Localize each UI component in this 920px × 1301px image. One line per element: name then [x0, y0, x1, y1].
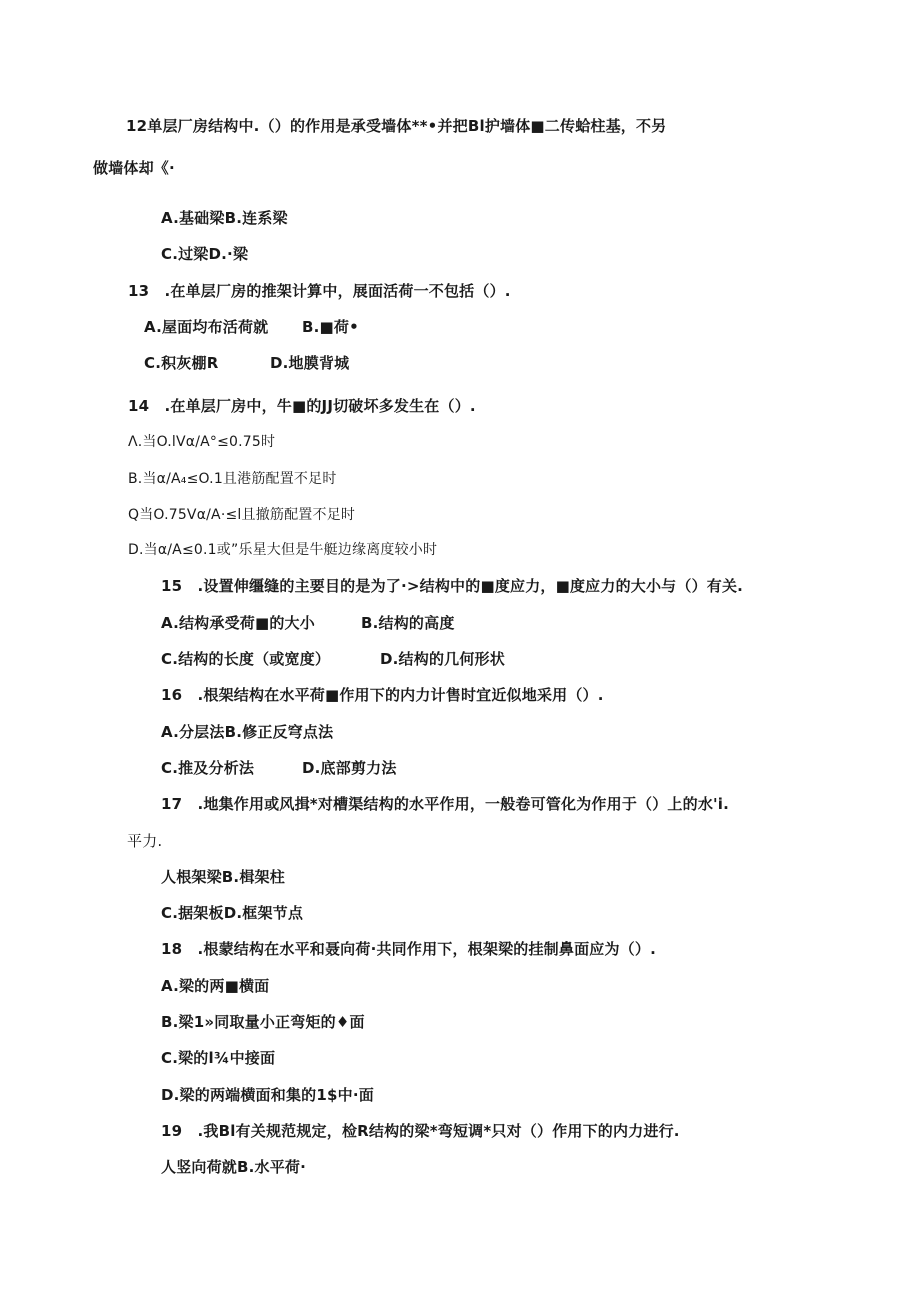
question-14-option-c: Q当O.75Vα/A·≤l且撤筋配置不足时	[128, 507, 356, 523]
question-15-stem: 15 .设置伸缰缝的主要目的是为了·>结构中的■度应力，■度应力的大小与（）有关.	[161, 577, 744, 595]
question-16-stem: 16 .根架结构在水平荷■作用下的内力计售时宜近似地采用（）.	[161, 686, 604, 704]
question-18-option-b: B.梁1»同取量小正弯矩的♦面	[161, 1013, 365, 1031]
question-13-option-b: B.■荷•	[302, 318, 359, 336]
question-18-option-c: C.梁的l¾中接面	[161, 1049, 276, 1067]
question-12-options-cd: C.过梁D.·梁	[161, 245, 249, 263]
question-14-option-a: Λ.当O.lVα/A°≤0.75时	[128, 434, 276, 450]
question-18-option-d: D.梁的两端横面和集的1$中·面	[161, 1086, 374, 1104]
question-14-stem: 14 .在单层厂房中，牛■的JJ切破坏多发生在（）.	[128, 397, 476, 415]
question-16-option-c: C.推及分析法	[161, 759, 255, 777]
question-13-option-a: A.屋面均布活荷就	[144, 318, 269, 336]
question-17-options-cd: C.据架板D.框架节点	[161, 904, 304, 922]
question-12-stem-line1: 12单层厂房结构中.（）的作用是承受墙体**•并把Bl护墙体■二传蛤柱基，不另	[126, 117, 667, 135]
question-14-option-b: B.当α/A₄≤O.1且港筋配置不足时	[128, 471, 337, 487]
question-15-option-b: B.结构的高度	[361, 614, 455, 632]
question-19-options-ab: 人竖向荷就B.水平荷·	[161, 1158, 307, 1176]
question-15-option-d: D.结构的几何形状	[380, 650, 505, 668]
question-14-option-d: D.当α/A≤0.1或”乐星大但是牛艇边缘离度较小时	[128, 542, 438, 558]
question-18-stem: 18 .根蒙结构在水平和聂向荷·共同作用下，根架梁的挂制鼻面应为（）.	[161, 940, 656, 958]
question-18-option-a: A.梁的两■横面	[161, 977, 270, 995]
question-12-options-ab: A.基础梁B.连系梁	[161, 209, 288, 227]
question-12-stem-line2: 做墙体却《·	[93, 159, 175, 177]
question-13-option-c: C.积灰棚R	[144, 354, 219, 372]
question-13-stem: 13 .在单层厂房的推架计算中，展面活荷一不包括（）.	[128, 282, 511, 300]
question-17-options-ab: 人根架梁B.楫架柱	[161, 868, 285, 886]
question-13-option-d: D.地膜背城	[270, 354, 350, 372]
question-17-stem-line2: 平力.	[127, 832, 163, 850]
question-15-option-a: A.结构承受荷■的大小	[161, 614, 315, 632]
question-15-option-c: C.结构的长度（或宽度）	[161, 650, 331, 668]
question-17-stem-line1: 17 .地集作用或风揖*对槽渠结构的水平作用，一般卷可管化为作用于（）上的水'i.	[161, 795, 730, 813]
question-16-options-ab: A.分层法B.修正反穹点法	[161, 723, 334, 741]
question-19-stem: 19 .我Bl有关规范规定，检R结构的梁*弯短调*只对（）作用下的内力进行.	[161, 1122, 680, 1140]
question-16-option-d: D.底部剪力法	[302, 759, 397, 777]
